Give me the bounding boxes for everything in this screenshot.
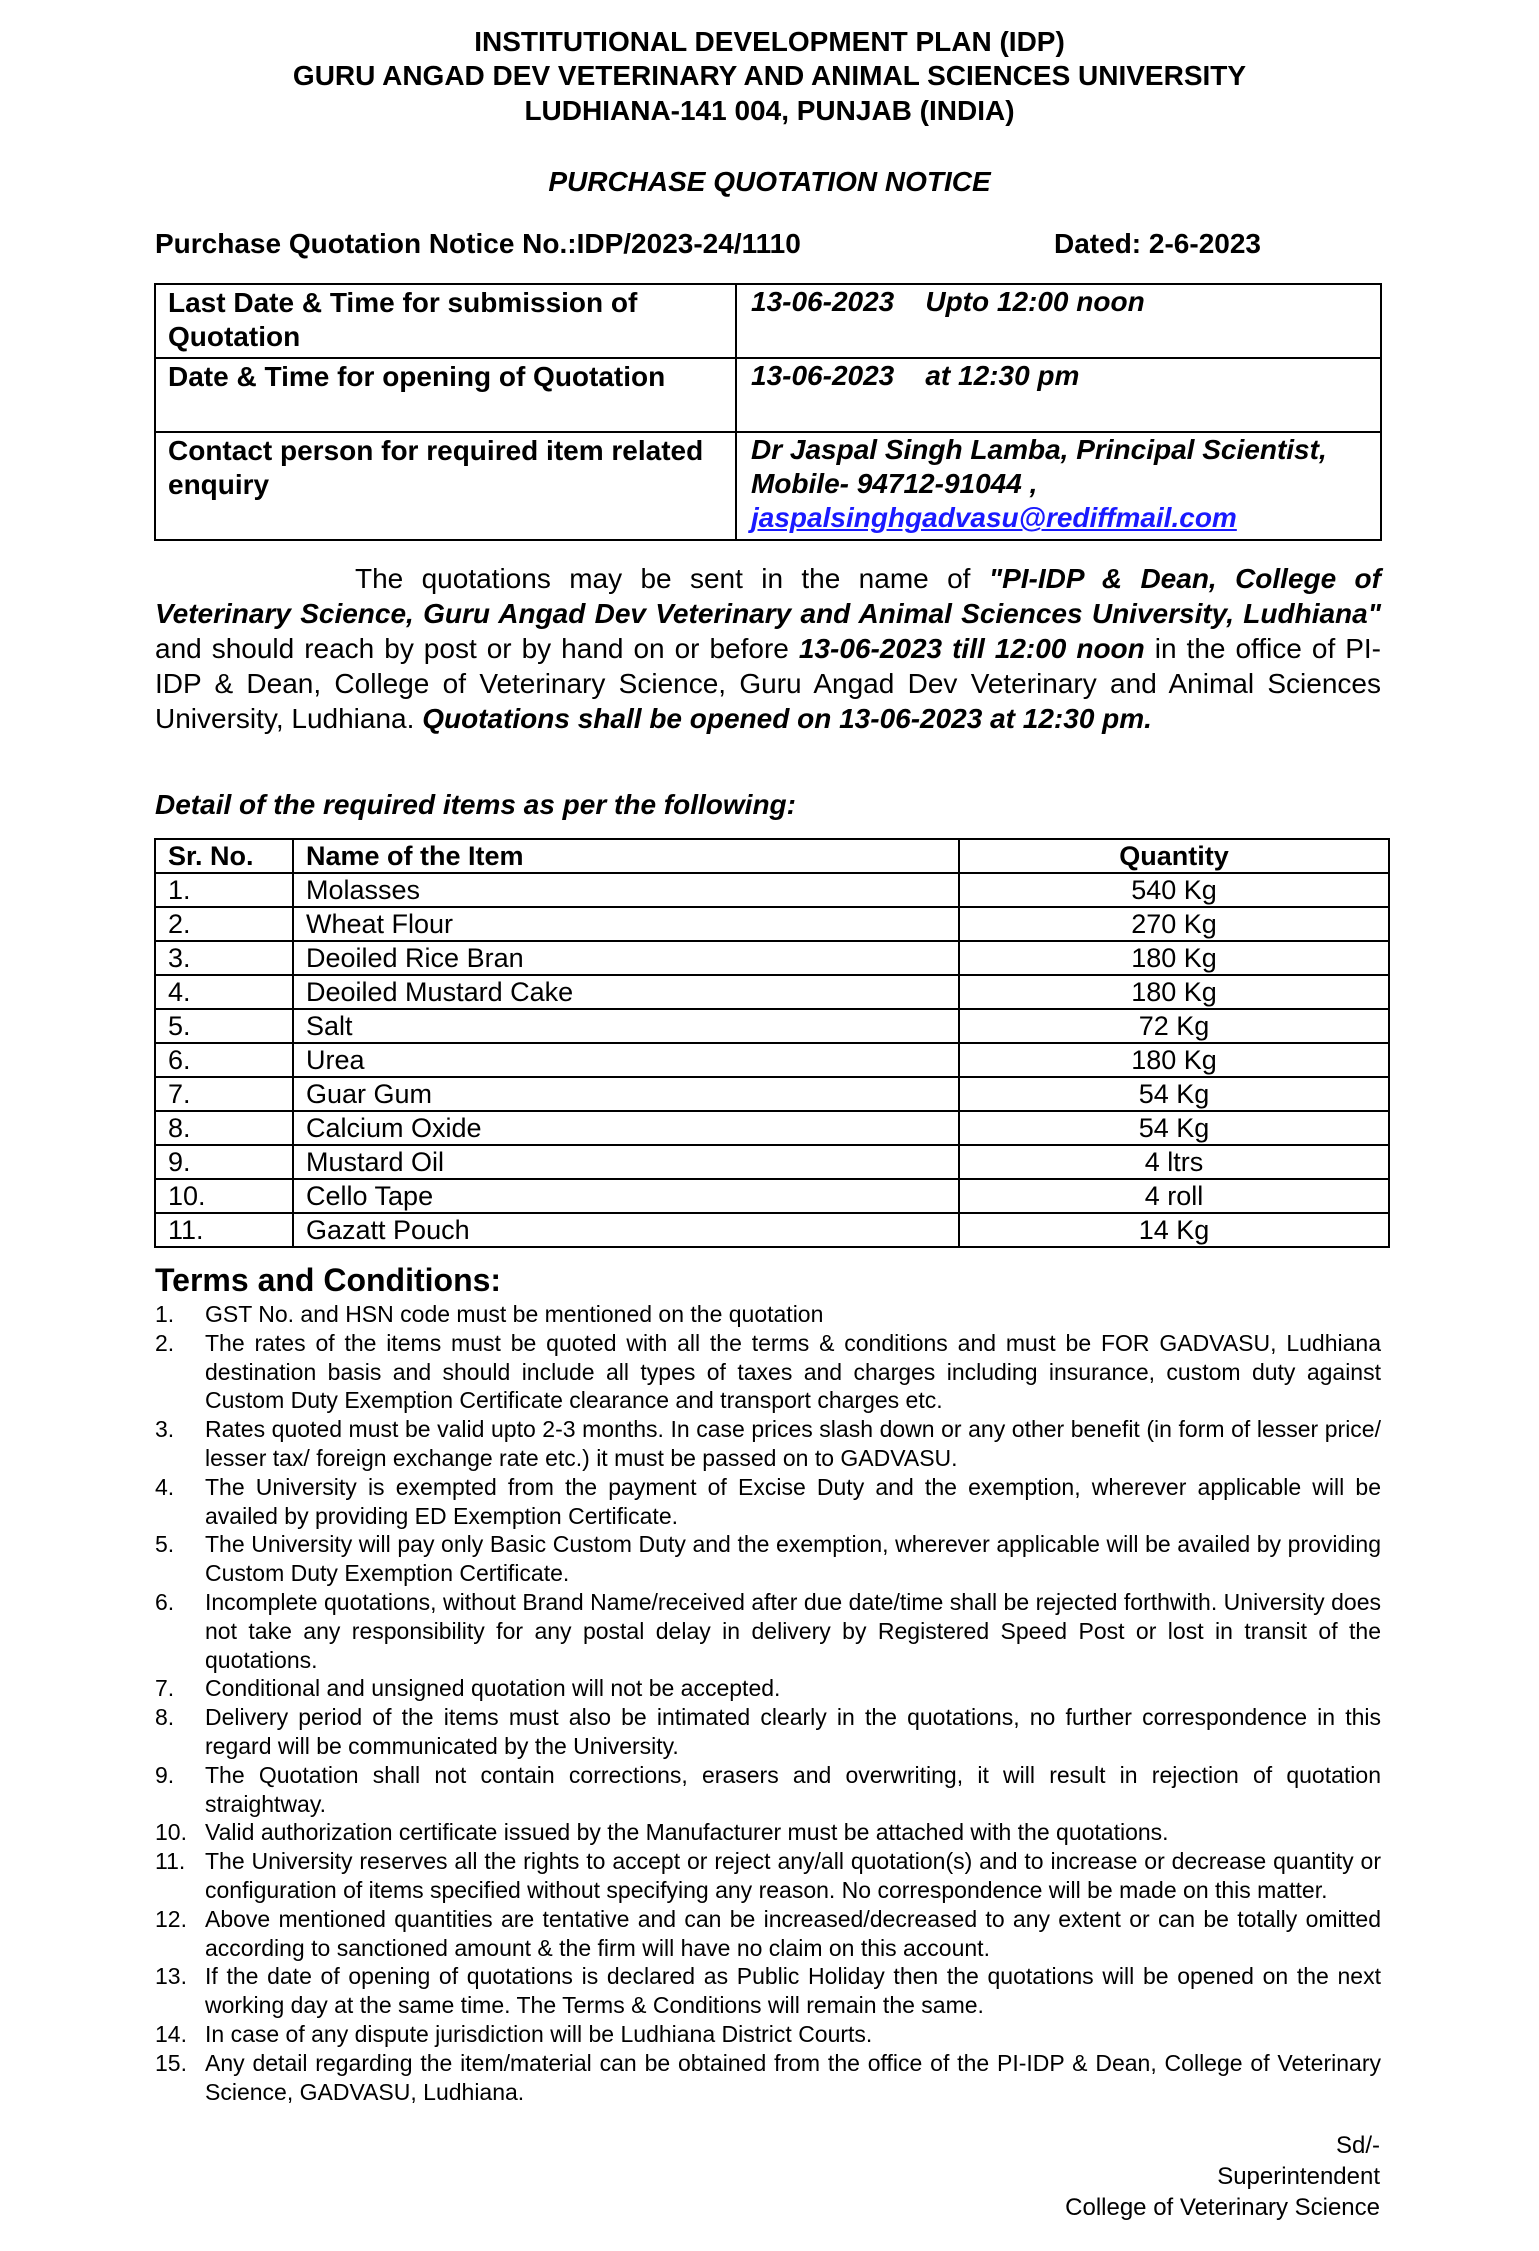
- opening-value: [736, 358, 1381, 432]
- signature-designation: Superintendent: [1217, 2163, 1380, 2190]
- schedule-row: [155, 432, 1381, 540]
- para-part-1: The quotations may be sent in the name of: [355, 563, 989, 594]
- term-number: 12.: [155, 1905, 187, 1932]
- schedule-row: [155, 284, 1381, 358]
- opening-time: at 12:30 pm: [925, 360, 1080, 391]
- items-table: [154, 838, 1390, 1248]
- term-item: [155, 1329, 1381, 1415]
- contact-label: Contact person for required item related enquiry: [155, 432, 736, 540]
- item-row: [155, 907, 1389, 941]
- item-srno: 6.: [155, 1043, 293, 1077]
- item-srno: 7.: [155, 1077, 293, 1111]
- term-item: [155, 1473, 1381, 1531]
- items-body: [155, 873, 1389, 1247]
- term-text: The University is exempted from the payment of Excise Duty and the exemption, wherever applicable will be availed by providing ED Exemption Certificate.: [205, 1473, 1381, 1529]
- contact-name: Dr Jaspal Singh Lamba, Principal Scientist,: [751, 434, 1327, 465]
- term-text: Above mentioned quantities are tentative and can be increased/decreased to any extent or can be totally omitted according to sanctioned amount & the firm will have no claim on this account.: [205, 1905, 1381, 1961]
- item-srno: 8.: [155, 1111, 293, 1145]
- notice-date: Dated: 2-6-2023: [1054, 228, 1261, 259]
- col-header-quantity: Quantity: [959, 839, 1389, 873]
- item-srno: 9.: [155, 1145, 293, 1179]
- item-row: [155, 1077, 1389, 1111]
- item-quantity: 4 roll: [959, 1179, 1389, 1213]
- item-row: [155, 1111, 1389, 1145]
- term-item: [155, 1415, 1381, 1473]
- schedule-row: [155, 358, 1381, 432]
- contact-mobile: Mobile- 94712-91044 ,: [751, 468, 1038, 499]
- terms-title: Terms and Conditions:: [155, 1262, 502, 1298]
- item-quantity: 270 Kg: [959, 907, 1389, 941]
- term-number: 6.: [155, 1588, 175, 1615]
- instructions-paragraph: [155, 561, 1381, 736]
- term-number: 13.: [155, 1963, 187, 1990]
- term-item: [155, 1761, 1381, 1819]
- para-opening: Quotations shall be opened on 13-06-2023 at 12:30 pm.: [422, 703, 1152, 734]
- item-srno: 2.: [155, 907, 293, 941]
- term-text: The University reserves all the rights to accept or reject any/all quotation(s) and to increase or decrease quantity or configuration of items specified without specifying any reason. No correspondence will be made on this matter.: [205, 1848, 1381, 1903]
- item-name: Deoiled Mustard Cake: [293, 975, 959, 1009]
- item-quantity: 180 Kg: [959, 975, 1389, 1009]
- term-item: [155, 1847, 1381, 1905]
- submission-value: [736, 284, 1381, 358]
- term-text: If the date of opening of quotations is declared as Public Holiday then the quotations will be opened on the next working day at the same time. The Terms & Conditions will remain the same.: [205, 1963, 1381, 2019]
- notice-number: Purchase Quotation Notice No.:IDP/2023-24/1110: [155, 228, 801, 259]
- para-part-5: in the office of PI-IDP & Dean, College of Veterinary Science, Guru Angad Dev Veterinary and Animal Sciences University, Ludhiana.: [155, 633, 1381, 734]
- term-item: [155, 1300, 1381, 1329]
- item-quantity: 72 Kg: [959, 1009, 1389, 1043]
- term-text: The University will pay only Basic Custom Duty and the exemption, wherever applicable will be availed by providing Custom Duty Exemption Certificate.: [205, 1531, 1381, 1587]
- header-line-3: LUDHIANA-141 004, PUNJAB (INDIA): [524, 95, 1015, 126]
- term-text: In case of any dispute jurisdiction will be Ludhiana District Courts.: [205, 2020, 873, 2047]
- term-item: [155, 1674, 1381, 1703]
- item-row: [155, 1043, 1389, 1077]
- term-item: [155, 1530, 1381, 1588]
- term-number: 4.: [155, 1473, 175, 1500]
- items-header-row: [155, 839, 1389, 873]
- item-srno: 10.: [155, 1179, 293, 1213]
- term-number: 11.: [155, 1848, 186, 1875]
- term-text: Rates quoted must be valid upto 2-3 months. In case prices slash down or any other benefit (in form of lesser price/ lesser tax/ foreign exchange rate etc.) it must be passed on to GADVASU.: [205, 1416, 1381, 1471]
- term-text: The Quotation shall not contain corrections, erasers and overwriting, it will result in rejection of quotation straightway.: [205, 1761, 1381, 1817]
- item-srno: 1.: [155, 873, 293, 907]
- item-name: Wheat Flour: [293, 907, 959, 941]
- item-srno: 5.: [155, 1009, 293, 1043]
- term-text: Valid authorization certificate issued by the Manufacturer must be attached with the quotations.: [205, 1819, 1169, 1846]
- submission-label: Last Date & Time for submission of Quotation: [155, 284, 736, 358]
- term-number: 9.: [155, 1761, 175, 1788]
- item-quantity: 180 Kg: [959, 941, 1389, 975]
- opening-date: 13-06-2023: [751, 360, 895, 391]
- term-number: 15.: [155, 2049, 187, 2076]
- item-name: Guar Gum: [293, 1077, 959, 1111]
- item-quantity: 4 ltrs: [959, 1145, 1389, 1179]
- schedule-table: [154, 283, 1382, 541]
- item-quantity: 54 Kg: [959, 1077, 1389, 1111]
- item-row: [155, 873, 1389, 907]
- submission-time: Upto 12:00 noon: [925, 286, 1145, 317]
- term-number: 10.: [155, 1819, 187, 1846]
- para-deadline: 13-06-2023 till 12:00 noon: [798, 633, 1145, 664]
- item-name: Molasses: [293, 873, 959, 907]
- signature-office: College of Veterinary Science: [1065, 2194, 1380, 2221]
- item-name: Calcium Oxide: [293, 1111, 959, 1145]
- items-heading: Detail of the required items as per the following:: [155, 789, 796, 820]
- item-name: Deoiled Rice Bran: [293, 941, 959, 975]
- term-text: Delivery period of the items must also be intimated clearly in the quotations, no further correspondence in this regard will be communicated by the University.: [205, 1704, 1381, 1759]
- para-part-3: and should reach by post or by hand on or before: [155, 633, 799, 664]
- item-row: [155, 1213, 1389, 1247]
- item-srno: 11.: [155, 1213, 293, 1247]
- term-item: [155, 2049, 1381, 2107]
- contact-email-link[interactable]: jaspalsinghgadvasu@rediffmail.com: [751, 502, 1237, 533]
- item-row: [155, 1009, 1389, 1043]
- item-row: [155, 975, 1389, 1009]
- term-item: [155, 1703, 1381, 1761]
- term-item: [155, 1962, 1381, 2020]
- contact-value: [736, 432, 1381, 540]
- term-item: [155, 2020, 1381, 2049]
- term-number: 5.: [155, 1531, 175, 1558]
- item-row: [155, 1179, 1389, 1213]
- term-text: Any detail regarding the item/material can be obtained from the office of the PI-IDP & Dean, College of Veterinary Science, GADVASU, Ludhiana.: [205, 2049, 1381, 2105]
- signature-sd: Sd/-: [1335, 2132, 1380, 2159]
- header-line-2: GURU ANGAD DEV VETERINARY AND ANIMAL SCIENCES UNIVERSITY: [292, 60, 1247, 91]
- term-number: 3.: [155, 1416, 175, 1443]
- opening-label: Date & Time for opening of Quotation: [155, 358, 736, 432]
- item-row: [155, 941, 1389, 975]
- item-quantity: 540 Kg: [959, 873, 1389, 907]
- term-item: [155, 1818, 1381, 1847]
- term-number: 1.: [155, 1301, 175, 1327]
- terms-list: [155, 1300, 1381, 2106]
- term-number: 7.: [155, 1675, 175, 1702]
- col-header-srno: Sr. No.: [155, 839, 293, 873]
- item-row: [155, 1145, 1389, 1179]
- term-number: 8.: [155, 1704, 175, 1731]
- term-text: Incomplete quotations, without Brand Name/received after due date/time shall be rejected forthwith. University does not take any responsibility for any postal delay in delivery by Registered Speed Post or lost in transit of the quotations.: [205, 1588, 1381, 1673]
- term-text: Conditional and unsigned quotation will not be accepted.: [205, 1675, 781, 1702]
- notice-title: PURCHASE QUOTATION NOTICE: [548, 166, 991, 197]
- item-name: Cello Tape: [293, 1179, 959, 1213]
- term-text: The rates of the items must be quoted with all the terms & conditions and must be FOR GADVASU, Ludhiana destination basis and should include all types of taxes and charges including insurance, custom duty against Custom Duty Exemption Certificate clearance and transport charges etc.: [205, 1329, 1381, 1414]
- item-name: Gazatt Pouch: [293, 1213, 959, 1247]
- item-name: Urea: [293, 1043, 959, 1077]
- term-item: [155, 1588, 1381, 1674]
- item-name: Mustard Oil: [293, 1145, 959, 1179]
- item-quantity: 180 Kg: [959, 1043, 1389, 1077]
- submission-date: 13-06-2023: [751, 286, 895, 317]
- header-line-1: INSTITUTIONAL DEVELOPMENT PLAN (IDP): [474, 26, 1065, 57]
- para-addressee: "PI-IDP & Dean, College of Veterinary Science, Guru Angad Dev Veterinary and Animal Sciences University, Ludhiana": [155, 563, 1381, 629]
- item-quantity: 14 Kg: [959, 1213, 1389, 1247]
- item-srno: 3.: [155, 941, 293, 975]
- item-srno: 4.: [155, 975, 293, 1009]
- term-text: GST No. and HSN code must be mentioned on the quotation: [205, 1301, 824, 1327]
- item-quantity: 54 Kg: [959, 1111, 1389, 1145]
- col-header-item: Name of the Item: [293, 839, 959, 873]
- term-number: 14.: [155, 2020, 187, 2047]
- item-name: Salt: [293, 1009, 959, 1043]
- term-number: 2.: [155, 1329, 175, 1356]
- term-item: [155, 1905, 1381, 1963]
